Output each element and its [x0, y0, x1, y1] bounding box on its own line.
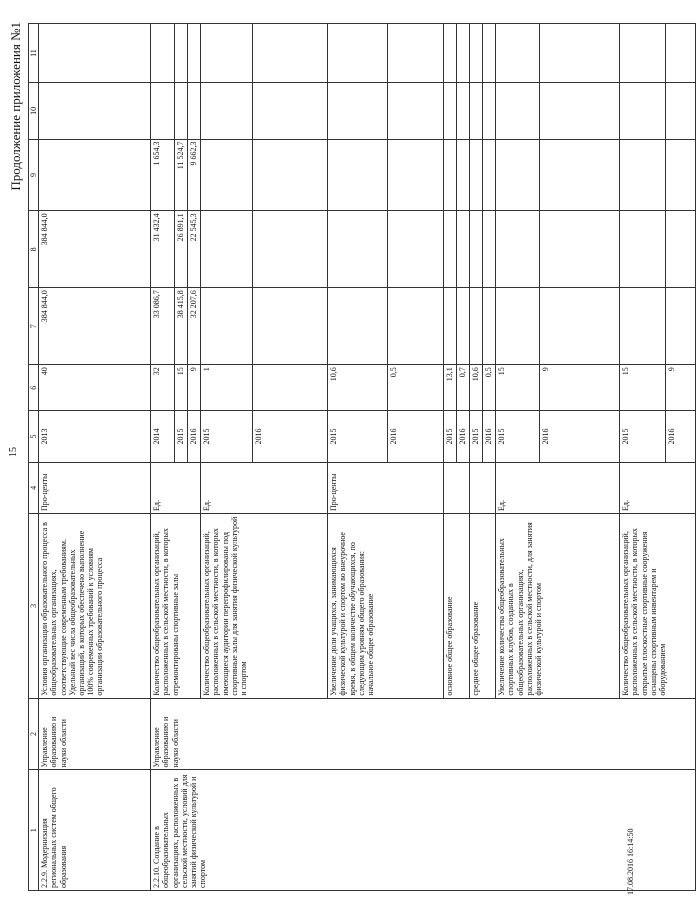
value-cell-10 [39, 83, 151, 139]
value-cell-10 [483, 83, 496, 139]
value-cell-8 [496, 211, 540, 288]
value-cell-10 [457, 83, 470, 139]
value-cell-8 [444, 211, 457, 288]
value-cell-6: 15 [620, 365, 666, 411]
value-cell-11 [470, 24, 483, 83]
indicator-cell: основное общее образование [444, 513, 470, 698]
col-num-11: 11 [29, 24, 39, 83]
value-cell-7: 384 844,0 [39, 288, 151, 365]
value-cell-6: 13,1 [444, 365, 457, 411]
year-cell: 2014 [151, 411, 175, 462]
year-cell: 2015 [470, 411, 483, 462]
col-num-4: 4 [29, 462, 39, 513]
measure-cell: 2.2.9. Модернизация региональных систем общего образования [39, 770, 151, 891]
executor-cell: Управление образованию и науки области [151, 698, 696, 770]
year-cell: 2015 [444, 411, 457, 462]
value-cell-6: 15 [175, 365, 188, 411]
value-cell-7: 38 415,8 [175, 288, 188, 365]
value-cell-10 [444, 83, 457, 139]
value-cell-10 [201, 83, 253, 139]
value-cell-9 [483, 139, 496, 211]
value-cell-6: 10,6 [328, 365, 388, 411]
value-cell-9 [388, 139, 444, 211]
year-cell: 2016 [540, 411, 620, 462]
value-cell-7 [253, 288, 328, 365]
year-cell: 2016 [188, 411, 201, 462]
value-cell-8 [483, 211, 496, 288]
value-cell-10 [496, 83, 540, 139]
value-cell-11 [457, 24, 470, 83]
value-cell-9 [496, 139, 540, 211]
value-cell-9: 1 654,3 [151, 139, 175, 211]
year-cell: 2015 [620, 411, 666, 462]
value-cell-8: 384 844,0 [39, 211, 151, 288]
value-cell-7 [457, 288, 470, 365]
value-cell-7 [496, 288, 540, 365]
value-cell-9 [457, 139, 470, 211]
value-cell-7 [620, 288, 666, 365]
year-cell: 2016 [388, 411, 444, 462]
year-cell: 2016 [457, 411, 470, 462]
value-cell-9 [470, 139, 483, 211]
value-cell-7 [201, 288, 253, 365]
indicators-table [28, 23, 696, 891]
value-cell-8: 31 432,4 [151, 211, 175, 288]
value-cell-11 [540, 24, 620, 83]
unit-cell [444, 462, 470, 513]
value-cell-6: 9 [666, 365, 696, 411]
unit-cell: Про-центы [328, 462, 444, 513]
value-cell-11 [620, 24, 666, 83]
value-cell-7 [328, 288, 388, 365]
value-cell-10 [470, 83, 483, 139]
value-cell-9: 9 662,3 [188, 139, 201, 211]
indicator-cell: Условия организации образовательного процесса в общеобразовательных организациях, соответствующие современным требованиям. Удельный вес числа общеобразовательных организаций, в которых обеспечено выполнение 100% современных требований к условиям организации образовательного процесса [39, 513, 151, 698]
unit-cell: Ед. [151, 462, 201, 513]
year-cell: 2013 [39, 411, 151, 462]
value-cell-9 [328, 139, 388, 211]
value-cell-11 [444, 24, 457, 83]
unit-cell: Про-центы [39, 462, 151, 513]
value-cell-11 [175, 24, 188, 83]
value-cell-8 [388, 211, 444, 288]
value-cell-8: 26 891,1 [175, 211, 188, 288]
value-cell-7 [540, 288, 620, 365]
value-cell-10 [388, 83, 444, 139]
value-cell-7: 33 086,7 [151, 288, 175, 365]
value-cell-9 [39, 139, 151, 211]
value-cell-6: 32 [151, 365, 175, 411]
unit-cell: Ед. [201, 462, 328, 513]
value-cell-10 [540, 83, 620, 139]
col-num-3: 3 [29, 513, 39, 698]
indicator-cell: Количество общеобразовательных организаций, расположенных в сельской местности, в которых отремонтированы спортивные залы [151, 513, 201, 698]
year-cell: 2015 [496, 411, 540, 462]
indicator-cell: Количество общеобразовательных организаций, расположенных в сельской местности, в которых открытые плоскостные спортивные сооружения оснащены спортивным инвентарем и оборудованием [620, 513, 696, 698]
table-row [151, 24, 175, 891]
value-cell-11 [388, 24, 444, 83]
indicator-cell: среднее общее образование [470, 513, 496, 698]
value-cell-11 [483, 24, 496, 83]
value-cell-11 [253, 24, 328, 83]
value-cell-11 [39, 24, 151, 83]
value-cell-9 [620, 139, 666, 211]
value-cell-9 [666, 139, 696, 211]
unit-cell: Ед. [620, 462, 696, 513]
col-num-10: 10 [29, 83, 39, 139]
value-cell-7 [444, 288, 457, 365]
value-cell-11 [201, 24, 253, 83]
value-cell-9 [201, 139, 253, 211]
value-cell-7 [666, 288, 696, 365]
value-cell-8 [253, 211, 328, 288]
value-cell-6: 0,5 [388, 365, 444, 411]
value-cell-10 [151, 83, 175, 139]
value-cell-6: 0,5 [483, 365, 496, 411]
value-cell-6: 9 [540, 365, 620, 411]
year-cell: 2016 [666, 411, 696, 462]
col-num-2: 2 [29, 698, 39, 770]
indicator-cell: Увеличение доли учащихся, занимающихся физической культурой и спортом во внеурочное время, в общем количестве обучающихся, по следующим уровням общего образования: начальное общее образование [328, 513, 444, 698]
year-cell: 2015 [175, 411, 188, 462]
value-cell-9: 11 524,7 [175, 139, 188, 211]
value-cell-6: 10,6 [470, 365, 483, 411]
column-number-row [29, 24, 39, 891]
value-cell-8 [470, 211, 483, 288]
value-cell-10 [666, 83, 696, 139]
table-row [39, 24, 151, 891]
value-cell-9 [540, 139, 620, 211]
value-cell-10 [175, 83, 188, 139]
unit-cell: Ед. [496, 462, 620, 513]
value-cell-6 [253, 365, 328, 411]
col-num-8: 8 [29, 211, 39, 288]
year-cell: 2015 [201, 411, 253, 462]
value-cell-11 [666, 24, 696, 83]
page-number: 15 [8, 447, 19, 457]
measure-cell: 2.2.10. Создание в общеобразовательных организациях, расположенных в сельской местности, условий для занятий физической культурой и спортом [151, 770, 696, 891]
value-cell-11 [188, 24, 201, 83]
col-num-9: 9 [29, 139, 39, 211]
value-cell-10 [188, 83, 201, 139]
value-cell-7: 32 207,6 [188, 288, 201, 365]
year-cell: 2015 [328, 411, 388, 462]
value-cell-9 [253, 139, 328, 211]
value-cell-6: 0,7 [457, 365, 470, 411]
value-cell-6: 40 [39, 365, 151, 411]
value-cell-6: 1 [201, 365, 253, 411]
value-cell-10 [253, 83, 328, 139]
value-cell-8 [620, 211, 666, 288]
year-cell: 2016 [483, 411, 496, 462]
value-cell-8 [328, 211, 388, 288]
value-cell-11 [496, 24, 540, 83]
executor-cell: Управление образованию и науки области [39, 698, 151, 770]
indicator-cell: Количество общеобразовательных организаций, расположенных в сельской местности, в которых имеющиеся аудитории перепрофилированы под спортивные залы для занятия физической культурой и спортом [201, 513, 328, 698]
table-body [39, 24, 696, 891]
value-cell-7 [388, 288, 444, 365]
value-cell-11 [151, 24, 175, 83]
col-num-5: 5 [29, 411, 39, 462]
unit-cell [470, 462, 496, 513]
value-cell-10 [620, 83, 666, 139]
value-cell-8: 22 545,3 [188, 211, 201, 288]
value-cell-8 [666, 211, 696, 288]
value-cell-7 [470, 288, 483, 365]
print-timestamp: 17.08.2016 16:14:50 [626, 828, 635, 895]
appendix-title: Продолжение приложения №1 [8, 22, 23, 191]
col-num-6: 6 [29, 365, 39, 411]
value-cell-6: 15 [496, 365, 540, 411]
value-cell-9 [444, 139, 457, 211]
col-num-7: 7 [29, 288, 39, 365]
year-cell: 2016 [253, 411, 328, 462]
value-cell-10 [328, 83, 388, 139]
value-cell-6: 9 [188, 365, 201, 411]
indicator-cell: Увеличение количества общеобразовательных спортивных клубов, созданных в общеобразовательных организациях, расположенных в сельской местности, для занятия физической культурой и спортом [496, 513, 620, 698]
value-cell-8 [201, 211, 253, 288]
col-num-1: 1 [29, 770, 39, 891]
value-cell-7 [483, 288, 496, 365]
value-cell-8 [457, 211, 470, 288]
value-cell-11 [328, 24, 388, 83]
value-cell-8 [540, 211, 620, 288]
